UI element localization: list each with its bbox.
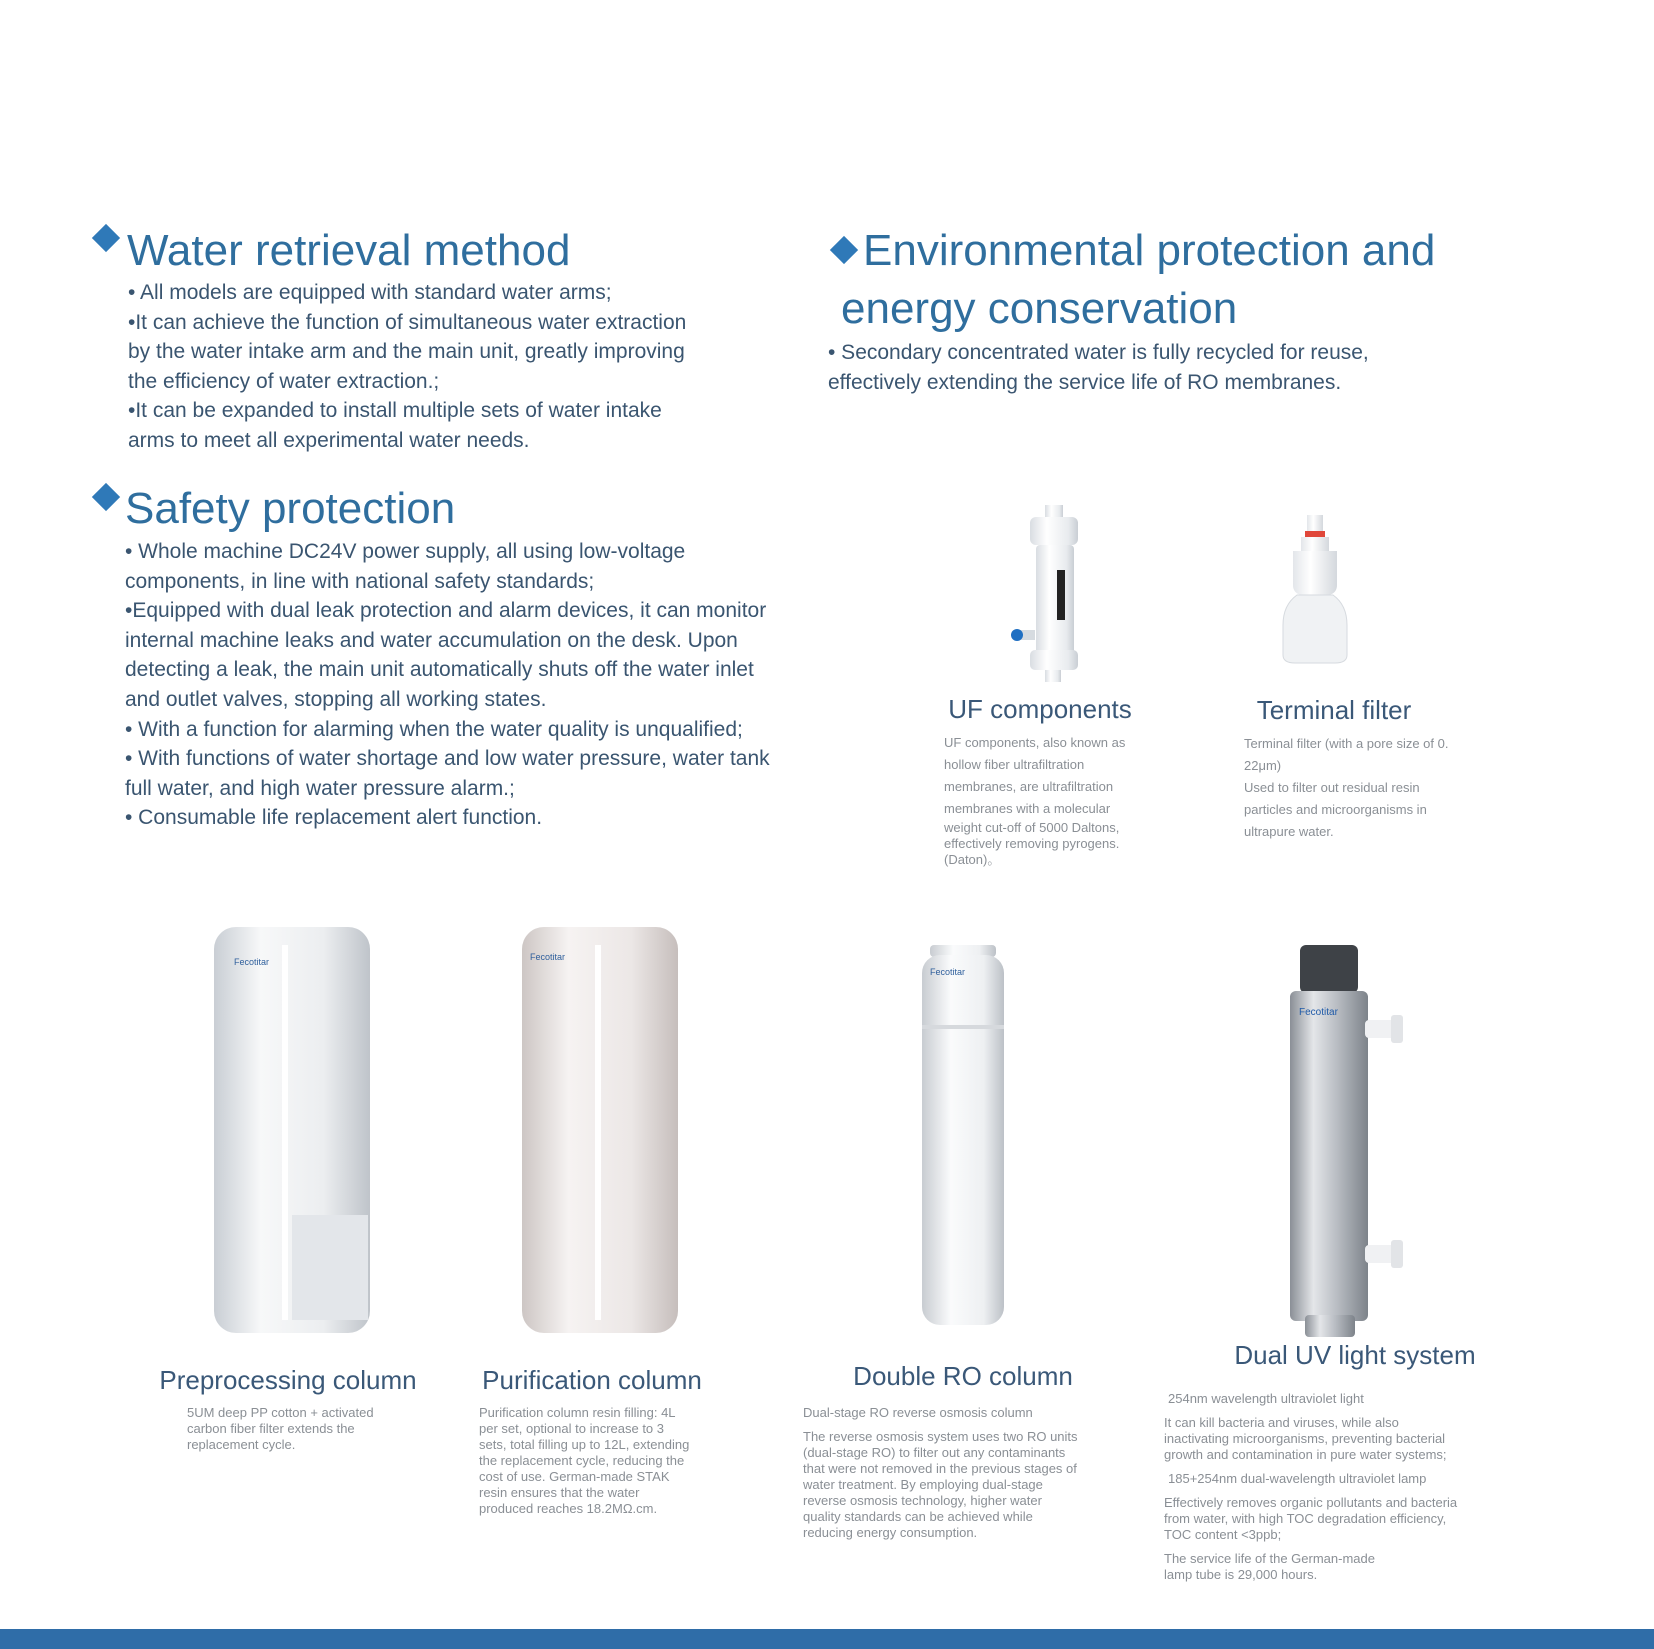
text-line: resin ensures that the water <box>479 1485 640 1500</box>
text-line: internal machine leaks and water accumulation on the desk. Upon <box>125 628 738 652</box>
text-line: Dual-stage RO reverse osmosis column <box>803 1405 1033 1420</box>
text-line: carbon fiber filter extends the <box>187 1421 355 1436</box>
text-line: full water, and high water pressure alarm.; <box>125 776 515 800</box>
text-line: water treatment. By employing dual-stage <box>803 1477 1043 1492</box>
environmental-title-line2: energy conservation <box>841 284 1238 333</box>
text-line: •It can be expanded to install multiple sets of water intake <box>128 399 662 423</box>
text-line: 185+254nm dual-wavelength ultraviolet lamp <box>1168 1471 1427 1486</box>
text-line: produced reaches 18.2MΩ.cm. <box>479 1501 658 1516</box>
text-line: • With a function for alarming when the water quality is unqualified; <box>125 717 743 741</box>
double-ro-column-image <box>918 945 1008 1335</box>
text-line: The service life of the German-made <box>1164 1551 1375 1566</box>
bottom-bar <box>0 1629 1654 1649</box>
safety-protection-text <box>125 537 845 833</box>
text-line: growth and contamination in pure water systems; <box>1164 1447 1447 1462</box>
text-line: ultrapure water. <box>1244 824 1334 839</box>
text-line: detecting a leak, the main unit automatically shuts off the water inlet <box>125 658 754 682</box>
text-line: the replacement cycle, reducing the <box>479 1453 685 1468</box>
text-line: The reverse osmosis system uses two RO units <box>803 1429 1078 1444</box>
svg-text:Fecotitar: Fecotitar <box>1299 1007 1338 1018</box>
dual-uv-light-text <box>1164 1391 1504 1583</box>
safety-protection-title: Safety protection <box>125 484 456 533</box>
text-line: the efficiency of water extraction.; <box>128 369 440 393</box>
text-line: weight cut-off of 5000 Daltons, <box>944 820 1120 835</box>
text-line: membranes with a molecular <box>944 801 1111 816</box>
purification-column-title: Purification column <box>482 1365 702 1395</box>
preprocessing-column-title: Preprocessing column <box>159 1365 417 1395</box>
text-line: 254nm wavelength ultraviolet light <box>1168 1391 1364 1406</box>
water-retrieval-title: Water retrieval method <box>127 226 571 275</box>
text-line: effectively removing pyrogens. <box>944 836 1120 851</box>
text-line: cost of use. German-made STAK <box>479 1469 670 1484</box>
text-line: It can kill bacteria and viruses, while also <box>1164 1415 1399 1430</box>
text-line: • All models are equipped with standard water arms; <box>128 281 612 304</box>
text-line: • Whole machine DC24V power supply, all using low-voltage <box>125 540 686 563</box>
text-line: reducing energy consumption. <box>803 1525 978 1540</box>
environmental-title-line1: Environmental protection and <box>863 226 1436 275</box>
svg-text:Fecotitar: Fecotitar <box>530 952 566 962</box>
text-line: reverse osmosis technology, higher water <box>803 1493 1042 1508</box>
dual-uv-light-title: Dual UV light system <box>1234 1340 1476 1370</box>
environmental-text <box>828 338 1468 397</box>
terminal-filter-title: Terminal filter <box>1256 695 1412 725</box>
preprocessing-column-image <box>212 925 372 1335</box>
uf-components-text <box>944 732 1174 868</box>
text-line: UF components, also known as <box>944 735 1126 750</box>
text-line: • Secondary concentrated water is fully recycled for reuse, <box>828 341 1369 364</box>
text-line: inactivating microorganisms, preventing bacterial <box>1164 1431 1446 1446</box>
bullet-diamond-icon <box>830 236 858 264</box>
text-line: per set, optional to increase to 3 <box>479 1421 665 1436</box>
preprocessing-column-text <box>187 1405 417 1453</box>
uf-component-image <box>1000 505 1110 685</box>
text-line: replacement cycle. <box>187 1437 296 1452</box>
text-line: (dual-stage RO) to filter out any contaminants <box>803 1445 1066 1460</box>
text-line: sets, total filling up to 12L, extending <box>479 1437 690 1452</box>
terminal-filter-image <box>1265 515 1365 665</box>
text-line: Terminal filter (with a pore size of 0. <box>1244 736 1449 751</box>
purification-column-text <box>479 1405 719 1517</box>
terminal-filter-text <box>1244 733 1484 843</box>
text-line: TOC content <3ppb; <box>1164 1527 1282 1542</box>
svg-text:Fecotitar: Fecotitar <box>234 957 270 967</box>
text-line: particles and microorganisms in <box>1244 802 1427 817</box>
dual-uv-light-image <box>1285 945 1425 1340</box>
text-line: Purification column resin filling: 4L <box>479 1405 676 1420</box>
text-line: from water, with high TOC degradation efficiency, <box>1164 1511 1447 1526</box>
water-retrieval-text <box>128 278 768 456</box>
text-line: by the water intake arm and the main unit, greatly improving <box>128 340 685 364</box>
bullet-diamond-icon <box>92 483 120 511</box>
double-ro-column-title: Double RO column <box>853 1361 1073 1391</box>
text-line: 5UM deep PP cotton + activated <box>187 1405 374 1420</box>
text-line: • Consumable life replacement alert function. <box>125 806 543 830</box>
text-line: •It can achieve the function of simultaneous water extraction <box>128 310 687 334</box>
text-line: and outlet valves, stopping all working states. <box>125 687 547 711</box>
text-line: that were not removed in the previous stages of <box>803 1461 1077 1476</box>
text-line: effectively extending the service life of RO membranes. <box>828 370 1342 394</box>
uf-components-title: UF components <box>948 694 1132 724</box>
bullet-diamond-icon <box>92 224 120 252</box>
double-ro-column-text <box>803 1405 1113 1541</box>
text-line: • With functions of water shortage and low water pressure, water tank <box>125 747 770 771</box>
text-line: arms to meet all experimental water needs. <box>128 428 530 452</box>
svg-text:Fecotitar: Fecotitar <box>930 967 966 977</box>
text-line: membranes, are ultrafiltration <box>944 779 1114 794</box>
text-line: Used to filter out residual resin <box>1244 780 1420 795</box>
text-line: Effectively removes organic pollutants and bacteria <box>1164 1495 1458 1510</box>
text-line: components, in line with national safety standards; <box>125 569 595 593</box>
purification-column-image <box>520 925 680 1335</box>
text-line: hollow fiber ultrafiltration <box>944 757 1085 772</box>
text-line: (Daton)。 <box>944 852 1001 867</box>
text-line: •Equipped with dual leak protection and alarm devices, it can monitor <box>125 599 767 623</box>
text-line: quality standards can be achieved while <box>803 1509 1033 1524</box>
text-line: 22μm) <box>1244 758 1282 773</box>
text-line: lamp tube is 29,000 hours. <box>1164 1567 1318 1582</box>
